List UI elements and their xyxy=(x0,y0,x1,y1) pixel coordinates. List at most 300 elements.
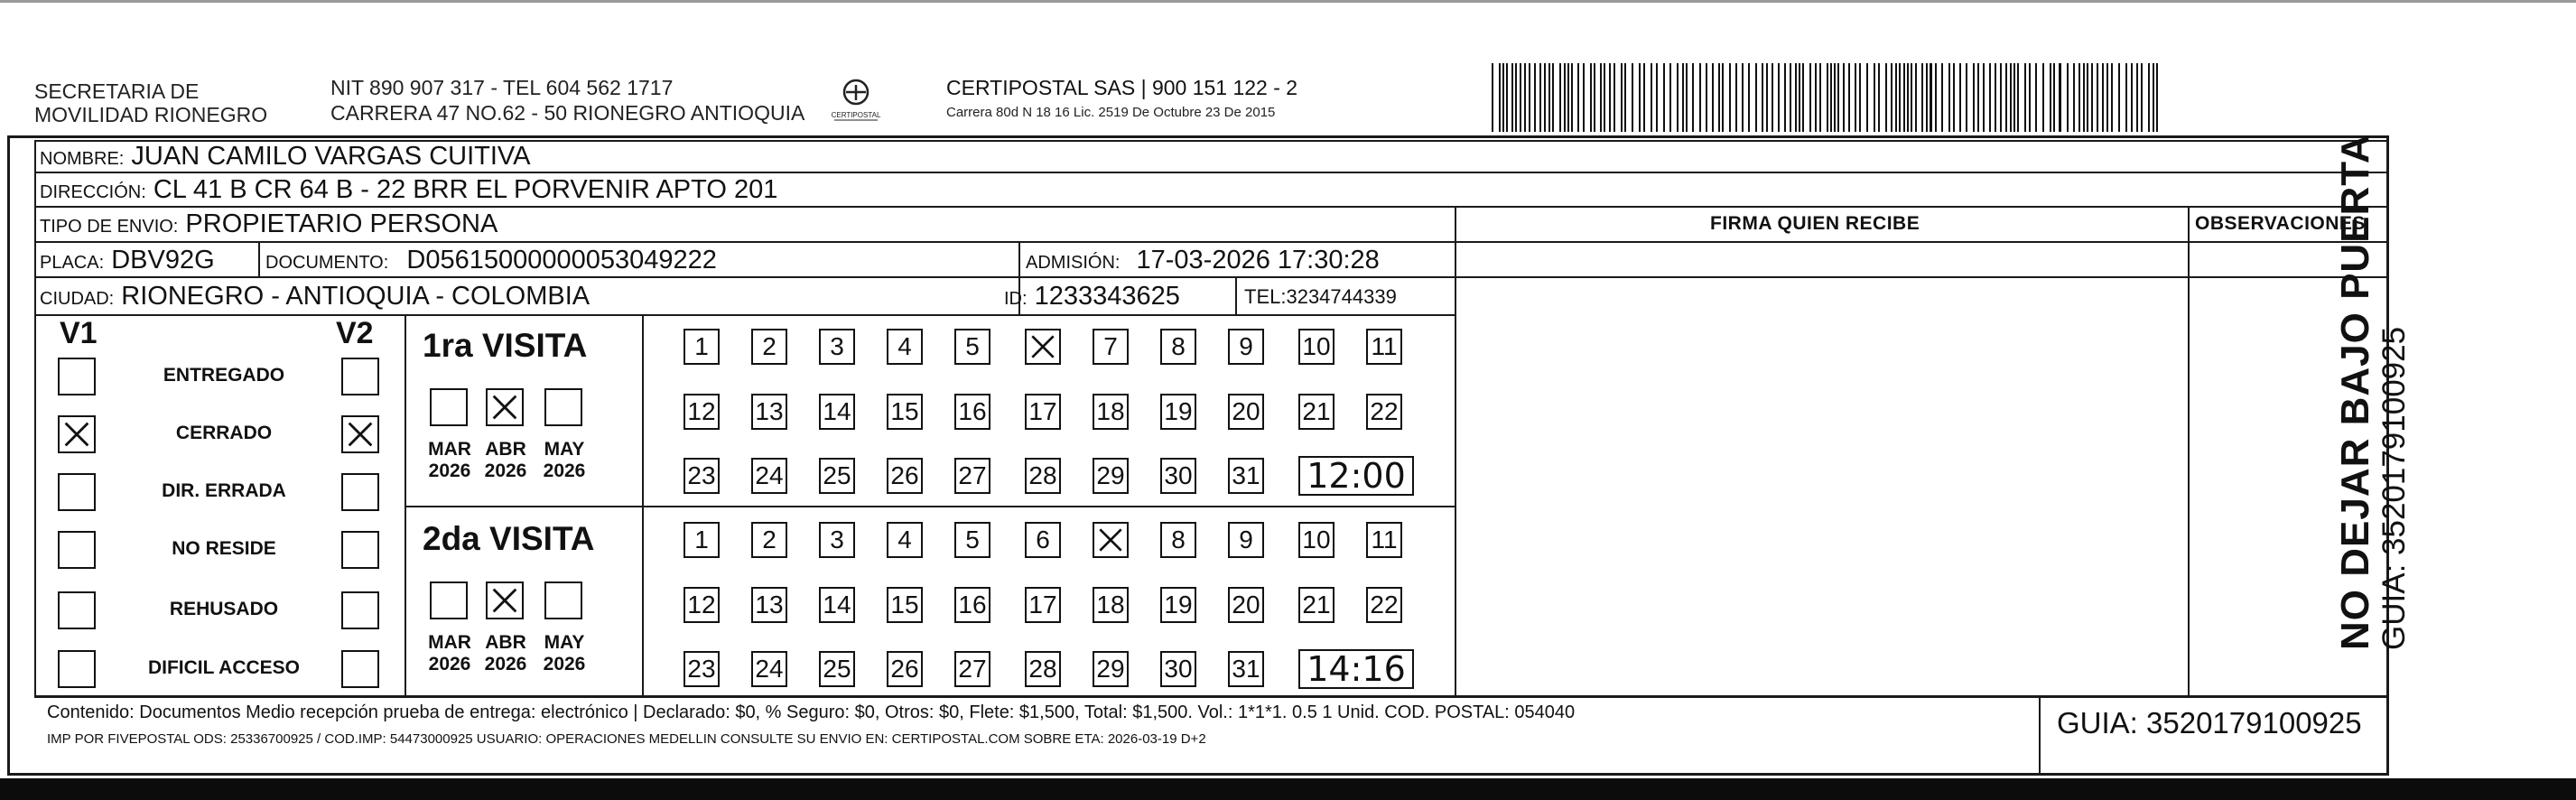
barcode-bar xyxy=(1564,63,1566,132)
id-label: ID: xyxy=(1004,289,1028,309)
month-checkbox[interactable] xyxy=(430,581,468,619)
day-box[interactable]: 19 xyxy=(1160,394,1196,430)
day-box[interactable]: 13 xyxy=(751,394,787,430)
footer-line-1: Contenido: Documentos Medio recepción prueba de entrega: electrónico | Declarado: $0, % Seguro: $0, Otros: $0, Flete: $1,500, Total: $1,500. Vol.: 1*1*1. 0.5 1 Unid. COD. POSTAL: 054040 xyxy=(47,702,1576,722)
barcode-bar xyxy=(1989,63,1991,132)
day-box[interactable]: 6 xyxy=(1025,522,1061,558)
barcode-bar xyxy=(1772,63,1773,132)
guia-divider xyxy=(2039,697,2041,774)
barcode-bar xyxy=(1855,63,1856,132)
barcode-bar xyxy=(1891,63,1892,132)
frame-top-line xyxy=(7,135,2387,138)
barcode-bar xyxy=(2000,63,2002,132)
day-box[interactable]: 28 xyxy=(1025,458,1061,494)
barcode-bar xyxy=(1766,63,1768,132)
nombre-row xyxy=(40,141,530,174)
x-mark-icon xyxy=(343,417,377,451)
side-main-text: NO DEJAR BAJO PUERTA xyxy=(2333,134,2377,650)
day-box[interactable]: 27 xyxy=(954,651,990,687)
barcode-bar xyxy=(1748,63,1750,132)
barcode-bar xyxy=(1921,63,1923,132)
tipo-label: TIPO DE ENVIO: xyxy=(40,217,179,237)
direccion-label: DIRECCIÓN: xyxy=(40,182,146,202)
barcode-bar xyxy=(1885,63,1887,132)
day-box[interactable]: 16 xyxy=(954,394,990,430)
tipo-value: PROPIETARIO PERSONA xyxy=(185,209,498,238)
entity-line-2: MOVILIDAD RIONEGRO xyxy=(34,103,268,126)
day-box[interactable]: 10 xyxy=(1298,329,1334,365)
status-label: DIR. ERRADA xyxy=(162,480,286,501)
barcode-bar xyxy=(2153,63,2154,132)
barcode-bar xyxy=(1699,63,1701,132)
x-mark-icon xyxy=(488,583,522,618)
ciudad-row xyxy=(40,281,590,314)
barcode-bar xyxy=(2118,63,2120,132)
v2-checkbox[interactable] xyxy=(341,473,379,511)
barcode-bar xyxy=(1621,63,1623,132)
barcode-bar xyxy=(1742,63,1744,132)
day-box[interactable]: 1 xyxy=(684,329,720,365)
status-label: REHUSADO xyxy=(169,599,279,619)
day-box[interactable]: 23 xyxy=(684,458,720,494)
barcode-bar xyxy=(1609,63,1611,132)
tel-label: TEL: xyxy=(1244,285,1287,308)
visit-time-box[interactable]: 12:00 xyxy=(1298,456,1414,496)
day-box[interactable]: 31 xyxy=(1228,651,1264,687)
barcode-bar xyxy=(1729,63,1731,132)
nit-line: NIT 890 907 317 - TEL 604 562 1717 xyxy=(330,76,674,99)
day-box[interactable]: 26 xyxy=(887,458,923,494)
barcode-bar xyxy=(1539,63,1541,132)
barcode-bar xyxy=(1520,63,1521,132)
barcode-bar xyxy=(1677,63,1679,132)
month-label xyxy=(537,632,591,675)
placa-divider xyxy=(258,241,260,277)
barcode-bar xyxy=(1492,63,1493,132)
barcode-bar xyxy=(2059,63,2061,132)
address-line: CARRERA 47 NO.62 - 50 RIONEGRO ANTIOQUIA xyxy=(330,101,805,125)
barcode-bar xyxy=(2091,63,2093,132)
day-box[interactable]: 27 xyxy=(954,458,990,494)
barcode-bar xyxy=(2053,63,2055,132)
month-label xyxy=(537,439,591,482)
barcode-bar xyxy=(1755,63,1757,132)
barcode-bar xyxy=(1712,63,1714,132)
obs-left-line xyxy=(2188,206,2190,696)
day-box[interactable] xyxy=(1025,329,1061,365)
day-box[interactable]: 10 xyxy=(1298,522,1334,558)
barcode-bar xyxy=(1604,63,1605,132)
month-label xyxy=(423,439,477,482)
barcode-bar xyxy=(1590,63,1592,132)
barcode-bar xyxy=(1874,63,1875,132)
barcode-bar xyxy=(1802,63,1804,132)
barcode-bar xyxy=(1632,63,1633,132)
v2-checkbox[interactable] xyxy=(341,650,379,688)
barcode-bar xyxy=(1911,63,1912,132)
barcode-bar xyxy=(1848,63,1850,132)
status-label: ENTREGADO xyxy=(163,365,285,386)
barcode-bar xyxy=(1722,63,1724,132)
day-box[interactable]: 21 xyxy=(1298,587,1334,623)
barcode-bar xyxy=(1511,63,1513,132)
footer-top-line xyxy=(34,695,2387,698)
day-box[interactable]: 7 xyxy=(1093,329,1129,365)
admision-value: 17-03-2026 17:30:28 xyxy=(1136,246,1380,274)
months-divider xyxy=(642,314,644,695)
day-box[interactable]: 5 xyxy=(954,329,990,365)
id-row xyxy=(1004,281,1180,314)
tel-row xyxy=(1244,285,1397,309)
barcode-bar xyxy=(1692,63,1694,132)
month-label xyxy=(479,632,533,675)
month-name: ABR xyxy=(485,632,526,653)
side-notice xyxy=(2334,134,2412,650)
barcode-bar xyxy=(1583,63,1585,132)
barcode-bar xyxy=(1903,63,1905,132)
v2-checkbox[interactable] xyxy=(341,591,379,629)
month-name: MAY xyxy=(544,632,585,653)
barcode-bar xyxy=(1639,63,1641,132)
day-box[interactable]: 4 xyxy=(887,522,923,558)
day-box[interactable]: 15 xyxy=(887,587,923,623)
barcode-bar xyxy=(1953,63,1955,132)
day-box[interactable]: 17 xyxy=(1025,587,1061,623)
day-box[interactable]: 28 xyxy=(1025,651,1061,687)
barcode-bar xyxy=(1843,63,1845,132)
tel-divider xyxy=(1235,276,1237,314)
barcode-bar xyxy=(1559,63,1561,132)
logo-caption: CERTIPOSTAL xyxy=(831,111,881,119)
month-checkbox[interactable] xyxy=(544,388,582,426)
day-box[interactable]: 12 xyxy=(684,587,720,623)
barcode-bar xyxy=(1948,63,1950,132)
courier-line: CERTIPOSTAL SAS | 900 151 122 - 2 xyxy=(946,76,1298,99)
barcode-bar xyxy=(1941,63,1943,132)
barcode-bar xyxy=(2087,63,2088,132)
barcode-bar xyxy=(2067,63,2069,132)
barcode-bar xyxy=(2078,63,2080,132)
barcode-bar xyxy=(1895,63,1897,132)
day-box[interactable] xyxy=(1093,522,1129,558)
month-year: 2026 xyxy=(484,460,527,481)
barcode-bar xyxy=(1613,63,1615,132)
barcode-bar xyxy=(1663,63,1665,132)
v1-checkbox[interactable] xyxy=(58,650,96,688)
top-edge-rule xyxy=(0,0,2576,3)
documento-row xyxy=(265,245,717,278)
documento-label: DOCUMENTO: xyxy=(265,253,389,273)
documento-value: D05615000000053049222 xyxy=(406,246,717,274)
day-box[interactable]: 24 xyxy=(751,458,787,494)
day-box[interactable]: 9 xyxy=(1228,329,1264,365)
v2-label: V2 xyxy=(336,316,374,350)
frame-bottom-line xyxy=(7,773,2389,776)
tipo-row xyxy=(40,209,498,242)
barcode-bar xyxy=(2156,63,2158,132)
day-box[interactable]: 18 xyxy=(1093,394,1129,430)
day-box[interactable]: 1 xyxy=(684,522,720,558)
ciudad-value: RIONEGRO - ANTIOQUIA - COLOMBIA xyxy=(121,282,591,311)
day-box[interactable]: 17 xyxy=(1025,394,1061,430)
day-box[interactable]: 5 xyxy=(954,522,990,558)
barcode-bar xyxy=(2029,63,2031,132)
day-box[interactable]: 25 xyxy=(819,651,855,687)
day-box[interactable]: 18 xyxy=(1093,587,1129,623)
barcode-bar xyxy=(1799,63,1800,132)
barcode-bar xyxy=(1866,63,1868,132)
visit-title: 2da VISITA xyxy=(423,520,595,557)
day-box[interactable]: 2 xyxy=(751,522,787,558)
day-box[interactable]: 19 xyxy=(1160,587,1196,623)
day-box[interactable]: 30 xyxy=(1160,458,1196,494)
barcode-bar xyxy=(2131,63,2133,132)
firma-left-line xyxy=(1455,206,1456,696)
footer-line-2: IMP POR FIVEPOSTAL ODS: 25336700925 / COD.IMP: 54473000925 USUARIO: OPERACIONES MEDELLIN CONSULTE SU ENVIO EN: CERTIPOSTAL.COM SOBRE ETA: 2026-03-19 D+2 xyxy=(47,731,1206,747)
x-mark-icon xyxy=(1027,330,1059,363)
v1-label: V1 xyxy=(60,316,98,350)
day-box[interactable]: 14 xyxy=(819,587,855,623)
v1-checkbox[interactable] xyxy=(58,415,96,453)
day-box[interactable]: 24 xyxy=(751,651,787,687)
day-box[interactable]: 4 xyxy=(887,329,923,365)
barcode-bar xyxy=(1819,63,1821,132)
day-box[interactable]: 20 xyxy=(1228,394,1264,430)
entity-line-1: SECRETARIA DE xyxy=(34,79,200,103)
barcode-bar xyxy=(2125,63,2127,132)
day-box[interactable]: 31 xyxy=(1228,458,1264,494)
day-box[interactable]: 23 xyxy=(684,651,720,687)
barcode-bar xyxy=(1983,63,1985,132)
barcode-bar xyxy=(1524,63,1526,132)
barcode-bar xyxy=(1790,63,1791,132)
barcode-bar xyxy=(1935,63,1937,132)
barcode-bar xyxy=(1506,63,1508,132)
barcode-bar xyxy=(1686,63,1688,132)
barcode-bar xyxy=(1784,63,1786,132)
barcode-bar xyxy=(2102,63,2104,132)
barcode-bar xyxy=(1534,63,1536,132)
v1-checkbox[interactable] xyxy=(58,473,96,511)
barcode xyxy=(1492,63,2165,132)
day-box[interactable]: 25 xyxy=(819,458,855,494)
firma-header: FIRMA QUIEN RECIBE xyxy=(1710,213,1920,234)
barcode-bar xyxy=(1809,63,1811,132)
x-mark-icon xyxy=(60,417,94,451)
month-label xyxy=(423,632,477,675)
barcode-bar xyxy=(1899,63,1901,132)
barcode-bar xyxy=(1995,63,1996,132)
barcode-bar xyxy=(1567,63,1569,132)
direccion-value: CL 41 B CR 64 B - 22 BRR EL PORVENIR APTO 201 xyxy=(153,175,778,204)
barcode-bar xyxy=(2141,63,2143,132)
month-name: MAR xyxy=(428,632,471,653)
barcode-bar xyxy=(1552,63,1554,132)
day-box[interactable]: 8 xyxy=(1160,522,1196,558)
visit-time-box[interactable]: 14:16 xyxy=(1298,649,1414,689)
month-year: 2026 xyxy=(543,654,586,674)
barcode-bar xyxy=(1577,63,1579,132)
barcode-bar xyxy=(2097,63,2098,132)
barcode-bar xyxy=(1594,63,1595,132)
barcode-bar xyxy=(2106,63,2108,132)
month-year: 2026 xyxy=(428,460,471,481)
day-box[interactable]: 20 xyxy=(1228,587,1264,623)
nombre-label: NOMBRE: xyxy=(40,149,125,169)
barcode-bar xyxy=(1859,63,1861,132)
barcode-bar xyxy=(2042,63,2044,132)
v1-checkbox[interactable] xyxy=(58,591,96,629)
barcode-bar xyxy=(1656,63,1658,132)
barcode-bar xyxy=(2136,63,2138,132)
day-box[interactable]: 3 xyxy=(819,522,855,558)
x-mark-icon xyxy=(1094,524,1127,556)
barcode-bar xyxy=(1571,63,1573,132)
month-checkbox[interactable] xyxy=(486,388,524,426)
day-box[interactable]: 8 xyxy=(1160,329,1196,365)
barcode-bar xyxy=(2013,63,2015,132)
day-box[interactable]: 9 xyxy=(1228,522,1264,558)
barcode-bar xyxy=(1966,63,1967,132)
footer-guia: GUIA: 3520179100925 xyxy=(2057,706,2362,740)
barcode-bar xyxy=(2083,63,2085,132)
barcode-bar xyxy=(1973,63,1975,132)
barcode-bar xyxy=(1502,63,1504,132)
barcode-bar xyxy=(1706,63,1707,132)
day-box[interactable]: 11 xyxy=(1366,329,1402,365)
placa-label: PLACA: xyxy=(40,253,105,273)
barcode-bar xyxy=(1499,63,1501,132)
barcode-bar xyxy=(1907,63,1909,132)
barcode-bar xyxy=(1651,63,1652,132)
barcode-bar xyxy=(1529,63,1530,132)
barcode-bar xyxy=(2035,63,2037,132)
observaciones-header: OBSERVACIONES xyxy=(2195,213,2366,234)
v2-checkbox[interactable] xyxy=(341,531,379,569)
day-box[interactable]: 30 xyxy=(1160,651,1196,687)
barcode-bar xyxy=(1959,63,1961,132)
status-divider xyxy=(405,314,406,695)
visit-divider xyxy=(405,506,1455,507)
side-guia-text: GUIA: 3520179100925 xyxy=(2376,326,2412,650)
visit-title: 1ra VISITA xyxy=(423,327,588,364)
status-label: DIFICIL ACCESO xyxy=(147,657,300,678)
barcode-bar xyxy=(1815,63,1817,132)
barcode-bar xyxy=(1834,63,1836,132)
month-year: 2026 xyxy=(428,654,471,674)
month-checkbox[interactable] xyxy=(544,581,582,619)
barcode-bar xyxy=(1548,63,1550,132)
barcode-bar xyxy=(1624,63,1626,132)
v1-checkbox[interactable] xyxy=(58,358,96,395)
month-name: MAR xyxy=(428,439,471,460)
frame-left-line xyxy=(7,135,10,775)
day-box[interactable]: 13 xyxy=(751,587,787,623)
barcode-bar xyxy=(1643,63,1645,132)
barcode-bar xyxy=(1977,63,1979,132)
barcode-bar xyxy=(2050,63,2051,132)
v1-checkbox[interactable] xyxy=(58,531,96,569)
day-box[interactable]: 11 xyxy=(1366,522,1402,558)
month-year: 2026 xyxy=(484,654,527,674)
placa-value: DBV92G xyxy=(111,246,215,274)
barcode-bar xyxy=(1682,63,1684,132)
day-box[interactable]: 2 xyxy=(751,329,787,365)
day-box[interactable]: 29 xyxy=(1093,458,1129,494)
x-mark-icon xyxy=(488,390,522,424)
barcode-bar xyxy=(1930,63,1932,132)
barcode-bar xyxy=(1669,63,1671,132)
barcode-bar xyxy=(2024,63,2026,132)
day-box[interactable]: 14 xyxy=(819,394,855,430)
tel-value: 3234744339 xyxy=(1286,285,1397,308)
barcode-bar xyxy=(1878,63,1880,132)
status-label: CERRADO xyxy=(175,423,273,443)
id-value: 1233343625 xyxy=(1034,282,1180,311)
row-line-5 xyxy=(34,314,1455,316)
courier-license: Carrera 80d N 18 16 Lic. 2519 De Octubre 23 De 2015 xyxy=(946,105,1276,120)
admision-label: ADMISIÓN: xyxy=(1026,253,1121,273)
barcode-bar xyxy=(2148,63,2150,132)
month-checkbox[interactable] xyxy=(430,388,468,426)
day-box[interactable]: 21 xyxy=(1298,394,1334,430)
certipostal-logo xyxy=(829,72,883,128)
inner-left-line xyxy=(34,140,36,696)
admision-row xyxy=(1026,245,1380,278)
nombre-value: JUAN CAMILO VARGAS CUITIVA xyxy=(131,142,531,171)
status-label: NO RESIDE xyxy=(172,538,276,559)
barcode-bar xyxy=(1718,63,1720,132)
month-label xyxy=(479,439,533,482)
barcode-bar xyxy=(1778,63,1780,132)
barcode-bar xyxy=(1830,63,1832,132)
barcode-bar xyxy=(1515,63,1517,132)
barcode-bar xyxy=(1762,63,1763,132)
ciudad-label: CIUDAD: xyxy=(40,289,115,309)
barcode-bar xyxy=(1915,63,1917,132)
day-box[interactable]: 12 xyxy=(684,394,720,430)
barcode-bar xyxy=(1600,63,1602,132)
month-year: 2026 xyxy=(543,460,586,481)
month-checkbox[interactable] xyxy=(486,581,524,619)
barcode-bar xyxy=(1795,63,1797,132)
barcode-bar xyxy=(1544,63,1546,132)
barcode-bar xyxy=(2017,63,2019,132)
day-box[interactable]: 15 xyxy=(887,394,923,430)
barcode-bar xyxy=(1926,63,1928,132)
v2-checkbox[interactable] xyxy=(341,358,379,395)
day-box[interactable]: 22 xyxy=(1366,587,1402,623)
day-box[interactable]: 26 xyxy=(887,651,923,687)
sig-header-bottom xyxy=(1455,241,2387,243)
month-name: ABR xyxy=(485,439,526,460)
direccion-row xyxy=(40,174,777,208)
month-name: MAY xyxy=(544,439,585,460)
barcode-bar xyxy=(2073,63,2075,132)
day-box[interactable]: 29 xyxy=(1093,651,1129,687)
day-box[interactable]: 16 xyxy=(954,587,990,623)
barcode-bar xyxy=(1827,63,1828,132)
barcode-bar xyxy=(2010,63,2012,132)
barcode-bar xyxy=(2005,63,2007,132)
v2-checkbox[interactable] xyxy=(341,415,379,453)
barcode-bar xyxy=(1837,63,1839,132)
day-box[interactable]: 3 xyxy=(819,329,855,365)
placa-row xyxy=(40,245,215,278)
barcode-bar xyxy=(2111,63,2113,132)
bottom-edge-bar xyxy=(0,778,2576,800)
day-box[interactable]: 22 xyxy=(1366,394,1402,430)
